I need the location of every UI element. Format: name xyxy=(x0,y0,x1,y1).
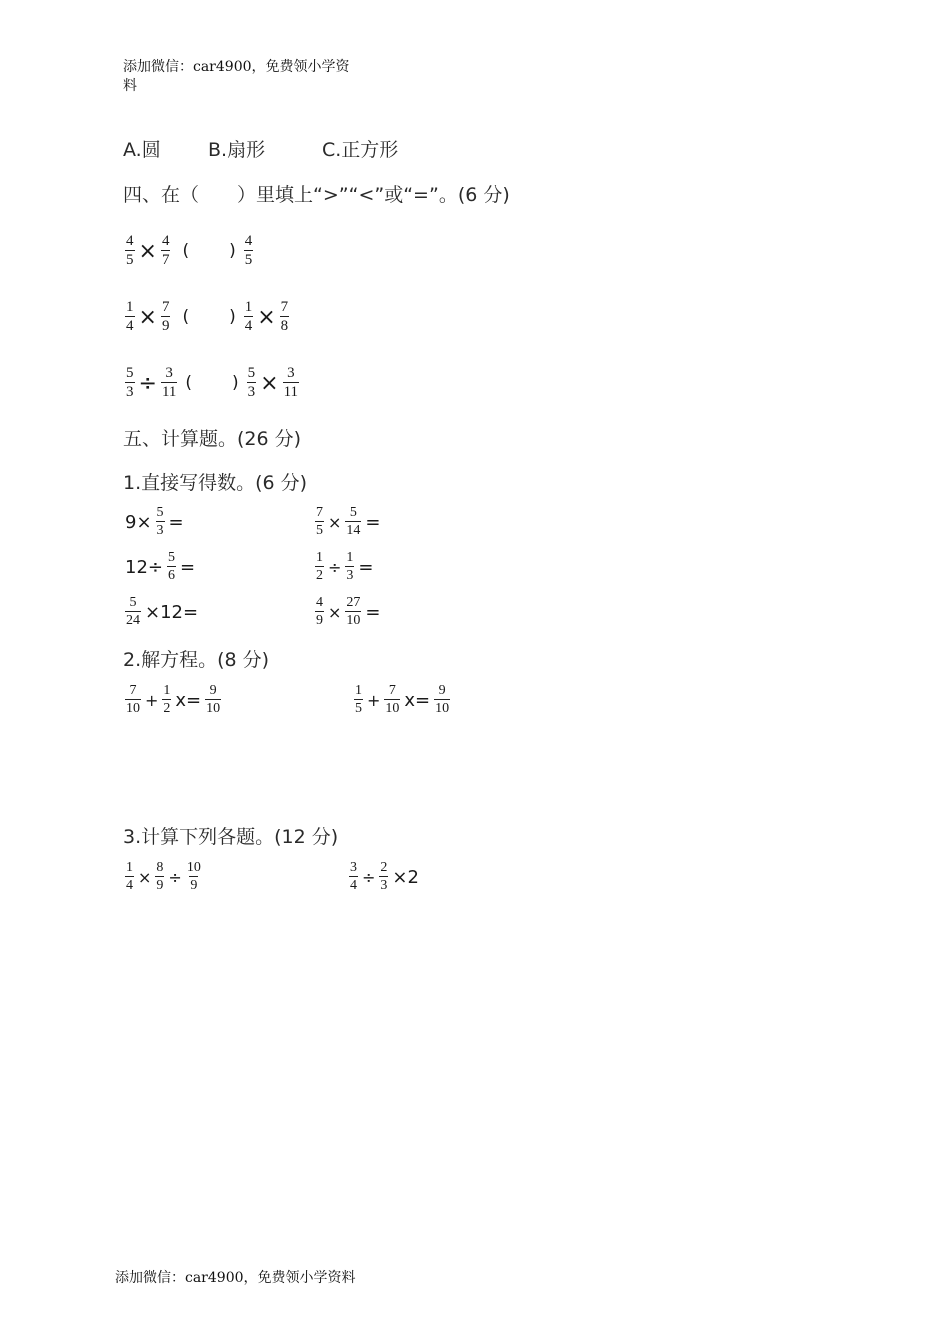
numerator: 7 xyxy=(316,505,323,520)
numerator: 4 xyxy=(126,233,134,249)
fraction xyxy=(244,300,254,334)
numerator: 1 xyxy=(346,550,354,565)
fraction xyxy=(379,861,388,893)
oral-problem-2 xyxy=(123,551,197,583)
equals-sign: = xyxy=(365,601,381,623)
fraction xyxy=(244,234,254,268)
compare-row-1 xyxy=(123,234,255,268)
operator: + xyxy=(145,690,159,710)
numerator: 1 xyxy=(316,550,323,565)
part3-title: 3.计算下列各题。(12 分) xyxy=(123,826,339,848)
choice-b: B.扇形 xyxy=(208,139,266,161)
denominator: 9 xyxy=(316,613,323,628)
numerator: 5 xyxy=(247,365,256,381)
numerator: 7 xyxy=(388,683,396,698)
equals-sign: = xyxy=(180,556,196,578)
choice-a: A.圆 xyxy=(123,139,161,161)
denominator: 10 xyxy=(206,701,221,716)
equals-sign: = xyxy=(168,511,184,533)
oral-problem-5 xyxy=(313,551,376,583)
denominator: 2 xyxy=(316,568,323,583)
denominator: 8 xyxy=(280,318,289,334)
expression-suffix: ×2 xyxy=(392,866,419,888)
denominator: 3 xyxy=(346,568,354,583)
numerator: 2 xyxy=(380,860,388,875)
compare-row-3 xyxy=(123,366,301,400)
denominator: 24 xyxy=(126,613,140,628)
denominator: 9 xyxy=(161,318,170,334)
fraction xyxy=(205,684,221,716)
watermark-bottom: 添加微信：car4900，免费领小学资料 xyxy=(115,1270,356,1286)
numerator: 1 xyxy=(163,683,171,698)
fraction xyxy=(315,551,324,583)
fraction xyxy=(161,366,177,400)
denominator: 3 xyxy=(156,523,164,538)
denominator: 10 xyxy=(126,701,140,716)
equals-sign: = xyxy=(365,511,381,533)
denominator: 11 xyxy=(283,384,299,400)
equals-sign: = xyxy=(358,556,374,578)
oral-problem-1 xyxy=(123,506,186,538)
paren-close: ) xyxy=(229,241,236,261)
operator: ÷ xyxy=(138,370,157,396)
operator: × xyxy=(138,304,157,330)
fraction xyxy=(167,551,176,583)
denominator: 14 xyxy=(346,523,361,538)
expression-suffix: ×12= xyxy=(145,601,199,623)
numerator: 4 xyxy=(316,595,323,610)
expression-prefix: 12÷ xyxy=(125,556,163,578)
numerator: 1 xyxy=(355,683,362,698)
numerator: 7 xyxy=(161,299,170,315)
fraction xyxy=(155,861,164,893)
numerator: 3 xyxy=(287,365,295,381)
operator: × xyxy=(257,304,276,330)
section5-title: 五、计算题。(26 分) xyxy=(123,428,302,450)
denominator: 3 xyxy=(247,384,256,400)
numerator: 27 xyxy=(346,595,361,610)
fraction xyxy=(125,596,141,628)
denominator: 4 xyxy=(126,318,134,334)
operator: ÷ xyxy=(168,867,182,887)
part1-title: 1.直接写得数。(6 分) xyxy=(123,472,308,494)
denominator: 5 xyxy=(355,701,362,716)
denominator: 5 xyxy=(316,523,323,538)
numerator: 1 xyxy=(126,299,134,315)
oral-problem-3 xyxy=(123,596,200,628)
paren-open: ( xyxy=(185,373,193,393)
fraction xyxy=(125,684,141,716)
numerator: 5 xyxy=(349,505,357,520)
fraction xyxy=(161,234,171,268)
fraction xyxy=(345,506,361,538)
fraction xyxy=(345,551,354,583)
fraction xyxy=(156,506,165,538)
numerator: 9 xyxy=(438,683,446,698)
numerator: 5 xyxy=(156,505,164,520)
variable: x= xyxy=(404,689,431,711)
operator: ÷ xyxy=(328,557,342,577)
watermark-top-line2: 料 xyxy=(123,78,137,94)
fraction xyxy=(125,234,135,268)
fraction xyxy=(125,300,135,334)
denominator: 10 xyxy=(385,701,400,716)
fraction xyxy=(283,366,299,400)
denominator: 10 xyxy=(346,613,361,628)
numerator: 1 xyxy=(244,299,253,315)
denominator: 4 xyxy=(126,878,133,893)
numerator: 10 xyxy=(186,860,201,875)
numerator: 8 xyxy=(156,860,164,875)
denominator: 11 xyxy=(161,384,177,400)
paren-close: ) xyxy=(229,307,236,327)
numerator: 1 xyxy=(126,860,133,875)
numerator: 4 xyxy=(244,233,253,249)
oral-problem-6 xyxy=(313,596,383,628)
operator: × xyxy=(138,238,157,264)
denominator: 9 xyxy=(190,878,198,893)
fraction xyxy=(125,861,134,893)
fraction xyxy=(162,684,171,716)
part2-title: 2.解方程。(8 分) xyxy=(123,649,270,671)
numerator: 7 xyxy=(129,683,137,698)
fraction xyxy=(186,861,202,893)
denominator: 3 xyxy=(126,384,134,400)
calc-problem-1 xyxy=(123,861,204,893)
fraction xyxy=(384,684,400,716)
compare-row-2 xyxy=(123,300,291,334)
numerator: 5 xyxy=(168,550,175,565)
fraction xyxy=(349,861,358,893)
numerator: 4 xyxy=(161,233,170,249)
fraction xyxy=(280,300,290,334)
numerator: 3 xyxy=(350,860,357,875)
denominator: 3 xyxy=(380,878,388,893)
numerator: 9 xyxy=(209,683,217,698)
operator: ÷ xyxy=(362,867,376,887)
paren-close: ) xyxy=(232,373,239,393)
operator: + xyxy=(367,690,381,710)
numerator: 5 xyxy=(129,595,137,610)
fraction xyxy=(161,300,171,334)
fraction xyxy=(354,684,363,716)
numerator: 5 xyxy=(126,365,134,381)
operator: × xyxy=(328,602,342,622)
oral-problem-4 xyxy=(313,506,383,538)
section4-title: 四、在（ ）里填上“>”“<”或“=”。(6 分) xyxy=(123,184,510,206)
equation-2 xyxy=(352,684,452,716)
denominator: 9 xyxy=(156,878,164,893)
denominator: 6 xyxy=(168,568,175,583)
fraction xyxy=(125,366,135,400)
fraction xyxy=(247,366,257,400)
denominator: 7 xyxy=(161,252,170,268)
denominator: 5 xyxy=(126,252,134,268)
fraction xyxy=(434,684,450,716)
fraction xyxy=(315,596,324,628)
paren-open: ( xyxy=(182,307,190,327)
numerator: 7 xyxy=(280,299,289,315)
numerator: 3 xyxy=(165,365,173,381)
watermark-top: 添加微信：car4900，免费领小学资 xyxy=(123,59,350,75)
fraction xyxy=(345,596,361,628)
choice-c: C.正方形 xyxy=(322,139,399,161)
denominator: 5 xyxy=(244,252,253,268)
operator: × xyxy=(328,512,342,532)
operator: × xyxy=(138,867,152,887)
calc-problem-2 xyxy=(347,861,421,893)
denominator: 2 xyxy=(163,701,171,716)
denominator: 10 xyxy=(435,701,450,716)
equation-1 xyxy=(123,684,223,716)
denominator: 4 xyxy=(244,318,253,334)
expression-prefix: 9× xyxy=(125,511,152,533)
variable: x= xyxy=(175,689,202,711)
paren-open: ( xyxy=(182,241,190,261)
operator: × xyxy=(260,370,279,396)
fraction xyxy=(315,506,324,538)
denominator: 4 xyxy=(350,878,357,893)
